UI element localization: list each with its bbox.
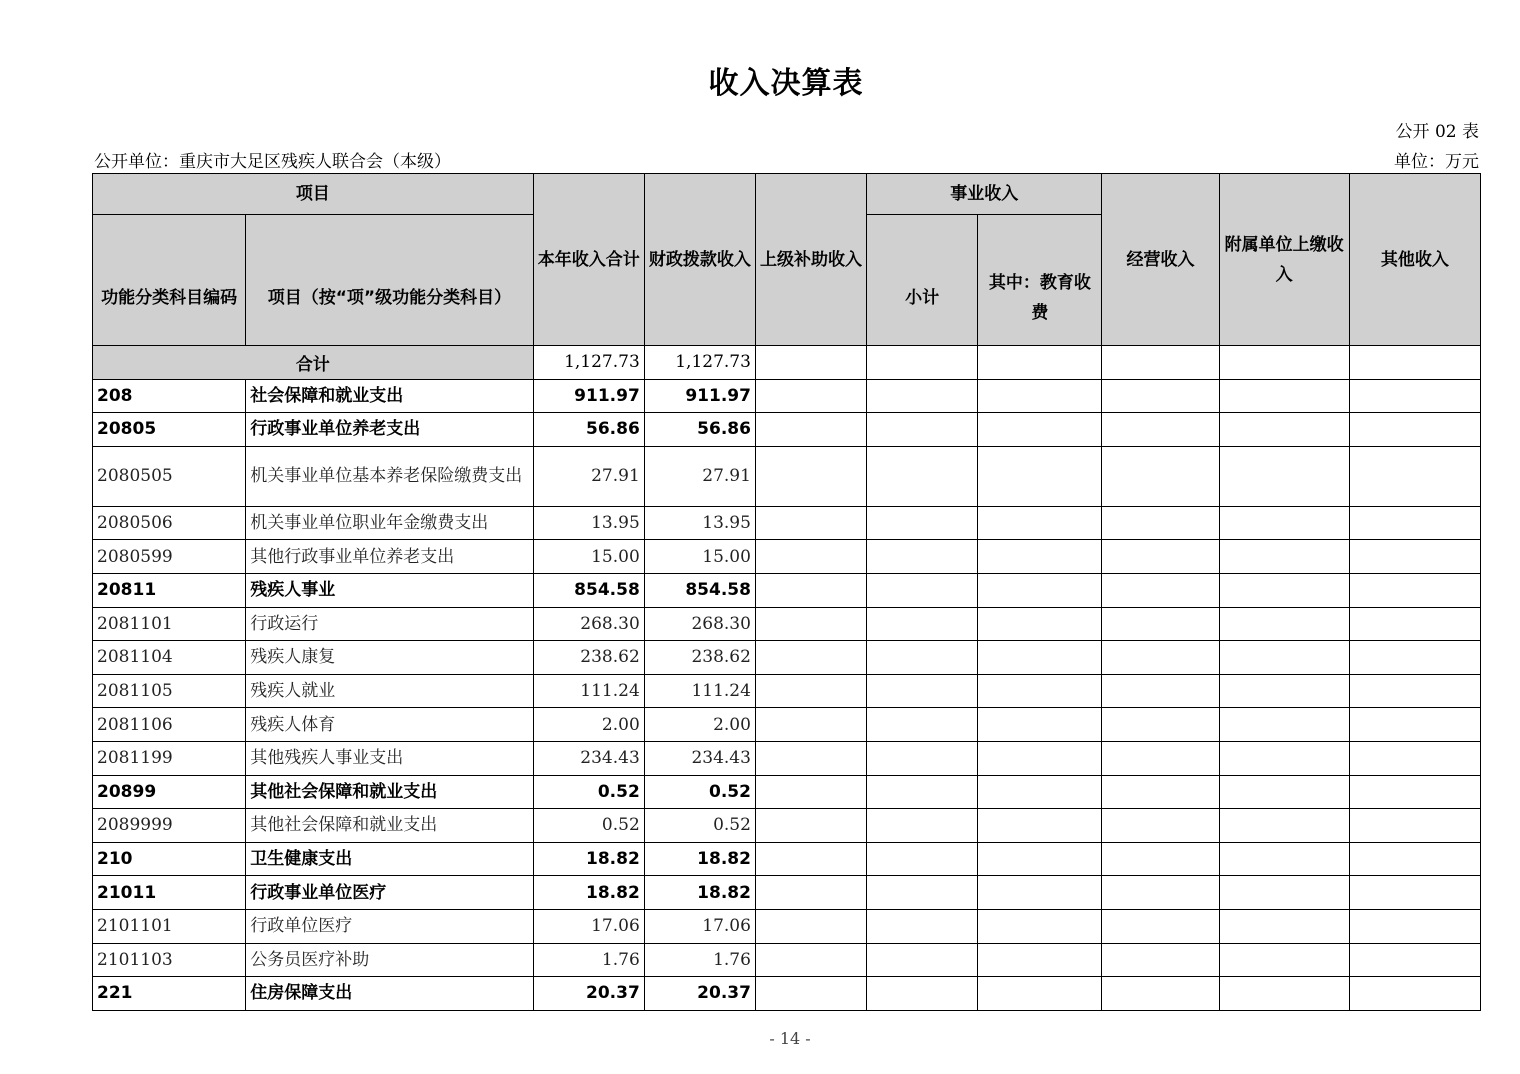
table-row: [93, 506, 1481, 540]
empty-cell: [978, 741, 1102, 775]
empty-cell: [978, 379, 1102, 413]
empty-cell: [978, 909, 1102, 943]
header-total-income: 本年收入合计: [533, 174, 644, 346]
row-name: 残疾人就业: [246, 674, 533, 708]
header-code: 功能分类科目编码: [93, 215, 246, 346]
empty-cell: [755, 413, 866, 447]
empty-cell: [978, 506, 1102, 540]
row-code: 2101101: [93, 909, 246, 943]
row-fiscal-income: 2.00: [644, 708, 755, 742]
empty-cell: [1102, 943, 1219, 977]
header-subsidy-income: 上级补助收入: [755, 174, 866, 346]
row-name: 公务员医疗补助: [246, 943, 533, 977]
row-fiscal-income: 238.62: [644, 641, 755, 675]
row-total-income: 238.62: [533, 641, 644, 675]
row-code: 2080599: [93, 540, 246, 574]
row-code: 21011: [93, 876, 246, 910]
total-fiscal-value: 1,127.73: [644, 346, 755, 380]
table-row: [93, 641, 1481, 675]
empty-cell: [1102, 446, 1219, 506]
row-name: 住房保障支出: [246, 977, 533, 1011]
table-row: [93, 809, 1481, 843]
row-total-income: 17.06: [533, 909, 644, 943]
row-total-income: 234.43: [533, 741, 644, 775]
empty-cell: [755, 775, 866, 809]
empty-cell: [1349, 540, 1480, 574]
empty-cell: [755, 809, 866, 843]
empty-cell: [867, 540, 978, 574]
empty-cell: [1102, 909, 1219, 943]
empty-cell: [1349, 977, 1480, 1011]
row-code: 210: [93, 842, 246, 876]
row-name: 残疾人康复: [246, 641, 533, 675]
header-subtotal: 小计: [867, 215, 978, 346]
row-total-income: 854.58: [533, 573, 644, 607]
empty-cell: [1102, 641, 1219, 675]
empty-cell: [867, 775, 978, 809]
empty-cell: [1219, 573, 1349, 607]
empty-cell: [867, 809, 978, 843]
empty-cell: [867, 379, 978, 413]
empty-cell: [867, 909, 978, 943]
empty-cell: [1219, 540, 1349, 574]
empty-cell: [755, 346, 866, 380]
header-business-income: 经营收入: [1102, 174, 1219, 346]
row-name: 其他行政事业单位养老支出: [246, 540, 533, 574]
empty-cell: [1219, 506, 1349, 540]
empty-cell: [1102, 413, 1219, 447]
empty-cell: [1349, 708, 1480, 742]
row-fiscal-income: 268.30: [644, 607, 755, 641]
header-fiscal-income: 财政拨款收入: [644, 174, 755, 346]
empty-cell: [978, 573, 1102, 607]
row-fiscal-income: 56.86: [644, 413, 755, 447]
empty-cell: [1349, 379, 1480, 413]
empty-cell: [867, 708, 978, 742]
empty-cell: [1219, 977, 1349, 1011]
empty-cell: [1219, 641, 1349, 675]
row-name: 行政事业单位养老支出: [246, 413, 533, 447]
header-affiliate-income: 附属单位上缴收入: [1219, 174, 1349, 346]
empty-cell: [1102, 674, 1219, 708]
empty-cell: [867, 876, 978, 910]
total-income-value: 1,127.73: [533, 346, 644, 380]
empty-cell: [1102, 708, 1219, 742]
row-fiscal-income: 27.91: [644, 446, 755, 506]
empty-cell: [1102, 741, 1219, 775]
row-fiscal-income: 911.97: [644, 379, 755, 413]
empty-cell: [1349, 506, 1480, 540]
row-code: 2081105: [93, 674, 246, 708]
empty-cell: [1102, 540, 1219, 574]
empty-cell: [978, 540, 1102, 574]
currency-unit: 单位：万元: [1394, 152, 1479, 172]
total-row: [93, 346, 1481, 380]
empty-cell: [867, 741, 978, 775]
row-total-income: 18.82: [533, 876, 644, 910]
page-title: 收入决算表: [708, 66, 864, 101]
table-row: [93, 413, 1481, 447]
empty-cell: [867, 573, 978, 607]
header-edu-fee: 其中：教育收费: [978, 215, 1102, 346]
empty-cell: [1349, 573, 1480, 607]
row-code: 208: [93, 379, 246, 413]
empty-cell: [1219, 741, 1349, 775]
empty-cell: [867, 346, 978, 380]
row-code: 221: [93, 977, 246, 1011]
empty-cell: [1349, 876, 1480, 910]
row-total-income: 911.97: [533, 379, 644, 413]
row-code: 2101103: [93, 943, 246, 977]
row-total-income: 2.00: [533, 708, 644, 742]
empty-cell: [1219, 674, 1349, 708]
row-fiscal-income: 20.37: [644, 977, 755, 1011]
row-name: 残疾人体育: [246, 708, 533, 742]
empty-cell: [1102, 607, 1219, 641]
total-label: 合计: [93, 346, 534, 380]
row-total-income: 268.30: [533, 607, 644, 641]
table-row: [93, 775, 1481, 809]
empty-cell: [1219, 446, 1349, 506]
row-fiscal-income: 854.58: [644, 573, 755, 607]
table-row: [93, 540, 1481, 574]
row-code: 20805: [93, 413, 246, 447]
empty-cell: [1349, 842, 1480, 876]
table-row: [93, 943, 1481, 977]
row-total-income: 13.95: [533, 506, 644, 540]
empty-cell: [1349, 909, 1480, 943]
row-name: 卫生健康支出: [246, 842, 533, 876]
row-fiscal-income: 17.06: [644, 909, 755, 943]
row-total-income: 15.00: [533, 540, 644, 574]
empty-cell: [1219, 379, 1349, 413]
empty-cell: [755, 641, 866, 675]
empty-cell: [755, 842, 866, 876]
empty-cell: [978, 775, 1102, 809]
empty-cell: [978, 346, 1102, 380]
table-row: [93, 446, 1481, 506]
row-total-income: 0.52: [533, 775, 644, 809]
row-code: 2081106: [93, 708, 246, 742]
row-name: 行政事业单位医疗: [246, 876, 533, 910]
row-fiscal-income: 234.43: [644, 741, 755, 775]
empty-cell: [867, 446, 978, 506]
row-fiscal-income: 0.52: [644, 809, 755, 843]
empty-cell: [1219, 413, 1349, 447]
row-total-income: 1.76: [533, 943, 644, 977]
row-fiscal-income: 13.95: [644, 506, 755, 540]
empty-cell: [1349, 413, 1480, 447]
page-number: - 14 -: [769, 1029, 811, 1048]
empty-cell: [978, 809, 1102, 843]
empty-cell: [978, 413, 1102, 447]
header-career-income: 事业收入: [867, 174, 1102, 215]
empty-cell: [1219, 607, 1349, 641]
empty-cell: [867, 413, 978, 447]
empty-cell: [1219, 909, 1349, 943]
row-fiscal-income: 111.24: [644, 674, 755, 708]
row-code: 20811: [93, 573, 246, 607]
empty-cell: [755, 977, 866, 1011]
table-row: [93, 379, 1481, 413]
empty-cell: [867, 842, 978, 876]
empty-cell: [1349, 741, 1480, 775]
empty-cell: [1102, 379, 1219, 413]
empty-cell: [978, 446, 1102, 506]
row-fiscal-income: 18.82: [644, 842, 755, 876]
empty-cell: [1219, 842, 1349, 876]
reporting-unit: 公开单位：重庆市大足区残疾人联合会（本级）: [94, 152, 451, 172]
empty-cell: [1349, 674, 1480, 708]
empty-cell: [1349, 943, 1480, 977]
table-row: [93, 741, 1481, 775]
empty-cell: [1219, 943, 1349, 977]
row-total-income: 111.24: [533, 674, 644, 708]
form-number: 公开 02 表: [1395, 122, 1479, 142]
empty-cell: [867, 674, 978, 708]
table-row: [93, 909, 1481, 943]
empty-cell: [1219, 876, 1349, 910]
empty-cell: [978, 876, 1102, 910]
empty-cell: [1349, 641, 1480, 675]
row-code: 2081104: [93, 641, 246, 675]
row-code: 2080506: [93, 506, 246, 540]
empty-cell: [978, 842, 1102, 876]
empty-cell: [755, 876, 866, 910]
row-code: 20899: [93, 775, 246, 809]
row-total-income: 56.86: [533, 413, 644, 447]
header-name: 项目（按“项”级功能分类科目）: [246, 215, 533, 346]
empty-cell: [978, 977, 1102, 1011]
empty-cell: [1349, 607, 1480, 641]
row-name: 残疾人事业: [246, 573, 533, 607]
empty-cell: [1349, 346, 1480, 380]
row-name: 机关事业单位基本养老保险缴费支出: [246, 446, 533, 506]
empty-cell: [978, 674, 1102, 708]
table-row: [93, 977, 1481, 1011]
empty-cell: [867, 607, 978, 641]
row-code: 2081101: [93, 607, 246, 641]
empty-cell: [755, 708, 866, 742]
row-fiscal-income: 15.00: [644, 540, 755, 574]
empty-cell: [1219, 775, 1349, 809]
table-row: [93, 708, 1481, 742]
empty-cell: [978, 641, 1102, 675]
empty-cell: [867, 506, 978, 540]
empty-cell: [978, 943, 1102, 977]
empty-cell: [1102, 876, 1219, 910]
row-name: 行政单位医疗: [246, 909, 533, 943]
empty-cell: [1349, 446, 1480, 506]
empty-cell: [1102, 977, 1219, 1011]
empty-cell: [755, 573, 866, 607]
empty-cell: [1102, 506, 1219, 540]
empty-cell: [978, 607, 1102, 641]
table-row: [93, 842, 1481, 876]
header-other-income: 其他收入: [1349, 174, 1480, 346]
row-name: 其他社会保障和就业支出: [246, 809, 533, 843]
empty-cell: [755, 943, 866, 977]
empty-cell: [755, 379, 866, 413]
row-code: 2089999: [93, 809, 246, 843]
empty-cell: [755, 674, 866, 708]
row-code: 2081199: [93, 741, 246, 775]
empty-cell: [1219, 809, 1349, 843]
table-row: [93, 674, 1481, 708]
empty-cell: [1349, 809, 1480, 843]
empty-cell: [867, 943, 978, 977]
row-name: 行政运行: [246, 607, 533, 641]
empty-cell: [755, 741, 866, 775]
empty-cell: [1219, 346, 1349, 380]
row-name: 其他残疾人事业支出: [246, 741, 533, 775]
row-fiscal-income: 18.82: [644, 876, 755, 910]
income-table: [92, 173, 1481, 1011]
empty-cell: [1102, 346, 1219, 380]
empty-cell: [1102, 809, 1219, 843]
row-fiscal-income: 1.76: [644, 943, 755, 977]
empty-cell: [867, 977, 978, 1011]
row-code: 2080505: [93, 446, 246, 506]
row-total-income: 27.91: [533, 446, 644, 506]
empty-cell: [867, 641, 978, 675]
row-fiscal-income: 0.52: [644, 775, 755, 809]
header-project: 项目: [93, 174, 534, 215]
empty-cell: [755, 446, 866, 506]
table-row: [93, 607, 1481, 641]
empty-cell: [755, 506, 866, 540]
empty-cell: [1102, 775, 1219, 809]
empty-cell: [1349, 775, 1480, 809]
table-row: [93, 573, 1481, 607]
row-name: 机关事业单位职业年金缴费支出: [246, 506, 533, 540]
empty-cell: [755, 909, 866, 943]
empty-cell: [755, 607, 866, 641]
table-row: [93, 876, 1481, 910]
row-name: 其他社会保障和就业支出: [246, 775, 533, 809]
row-name: 社会保障和就业支出: [246, 379, 533, 413]
row-total-income: 0.52: [533, 809, 644, 843]
empty-cell: [1102, 573, 1219, 607]
empty-cell: [978, 708, 1102, 742]
empty-cell: [1219, 708, 1349, 742]
empty-cell: [1102, 842, 1219, 876]
row-total-income: 18.82: [533, 842, 644, 876]
row-total-income: 20.37: [533, 977, 644, 1011]
empty-cell: [755, 540, 866, 574]
